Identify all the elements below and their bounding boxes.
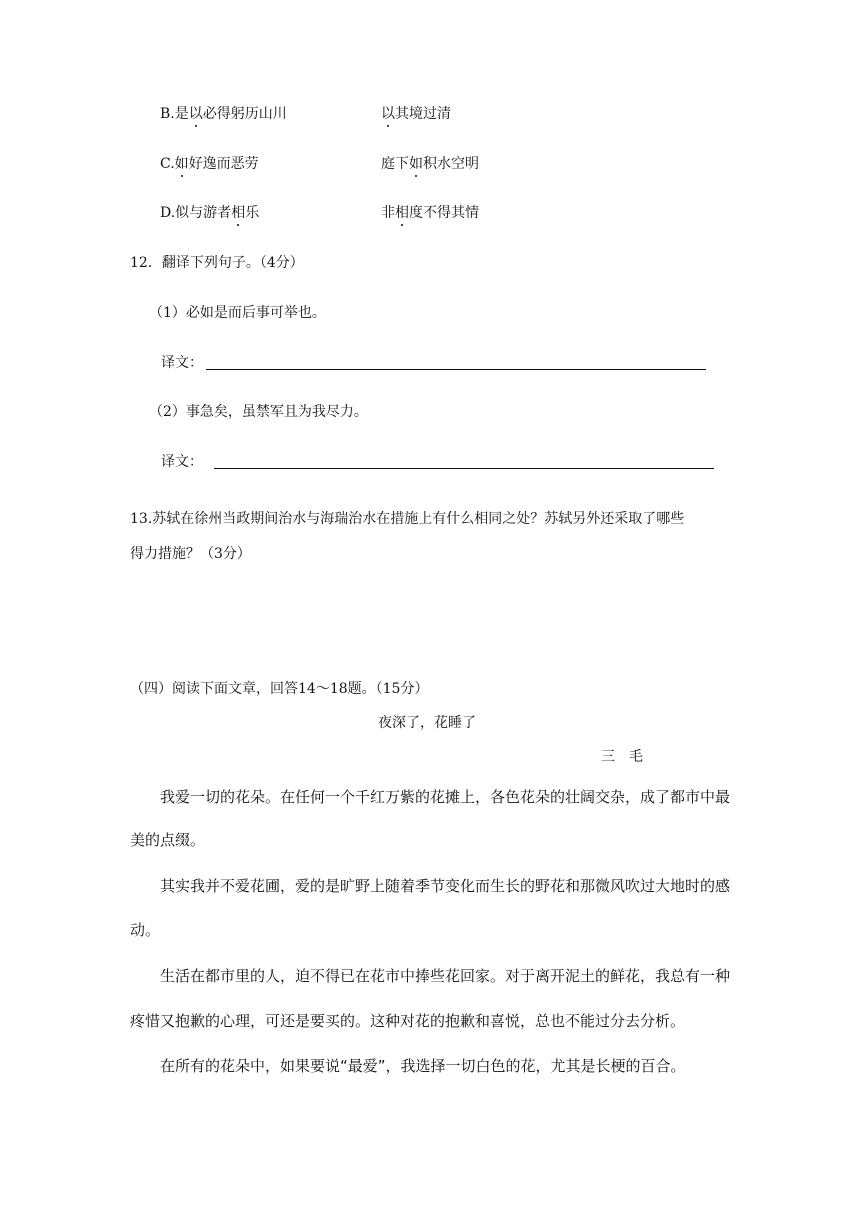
q12-answer2-label: 译文： <box>161 454 203 470</box>
q12-answer2-blank[interactable] <box>214 468 714 469</box>
passage-p1-line1: 我爱一切的花朵。在任何一个千红万紫的花摊上，各色花朵的壮阔交杂，成了都市中最 <box>160 788 731 806</box>
q12-title: 12．翻译下列句子。（4分） <box>130 255 304 271</box>
q12-answer1-blank[interactable] <box>206 369 706 370</box>
option-b-right-post: 其境过清 <box>395 106 451 122</box>
option-c-right-pre: 庭下 <box>381 156 409 172</box>
option-c-left-emph: 如 <box>174 156 189 172</box>
option-b-right <box>381 105 451 123</box>
option-c-left-pre: C. <box>160 156 175 172</box>
passage-p3-line2: 疼惜又抱歉的心理，可还是要买的。这种对花的抱歉和喜悦，总也不能过分去分析。 <box>130 1012 686 1030</box>
passage-p2-line2: 动。 <box>130 921 161 939</box>
passage-p1-line2: 美的点缀。 <box>130 831 206 849</box>
option-d-left-post: 乐 <box>245 205 260 221</box>
article-title: 夜深了，花睡了 <box>378 715 476 731</box>
section4-heading: （四）阅读下面文章，回答14～18题。（15分） <box>130 681 429 697</box>
option-b-left-emph: 以 <box>188 106 203 122</box>
option-d-left-emph: 相 <box>231 205 246 221</box>
option-c-left <box>160 155 259 173</box>
option-d-left <box>160 204 259 222</box>
option-b-left-post: 必得躬历山川 <box>202 106 287 122</box>
option-d-right-pre: 非 <box>381 205 395 221</box>
option-c-left-post: 好逸而恶劳 <box>188 156 259 172</box>
q12-item2: （2）事急矣，虽禁军且为我尽力。 <box>149 404 368 420</box>
option-c-right-emph: 如 <box>409 156 423 172</box>
q13-line1: 13.苏轼在徐州当政期间治水与海瑞治水在措施上有什么相同之处？苏轼另外还采取了哪些 <box>130 511 685 527</box>
option-b-left-pre: B.是 <box>160 106 189 122</box>
passage-p2-line1: 其实我并不爱花圃，爱的是旷野上随着季节变化而生长的野花和那微风吹过大地时的感 <box>160 877 731 895</box>
option-c-right-post: 积水空明 <box>423 156 479 172</box>
option-b-right-emph: 以 <box>381 106 395 122</box>
q12-answer1-label: 译文： <box>161 355 203 371</box>
option-c-right <box>381 155 479 173</box>
article-author: 三 毛 <box>601 749 643 765</box>
option-d-right-post: 度不得其情 <box>409 205 479 221</box>
option-b-left <box>160 105 287 123</box>
option-d-left-pre: D.似与游者 <box>160 205 232 221</box>
passage-p4-line1: 在所有的花朵中，如果要说“最爱”，我选择一切白色的花，尤其是长梗的百合。 <box>160 1057 686 1075</box>
option-d-right-emph: 相 <box>395 205 409 221</box>
q13-line2: 得力措施？（3分） <box>130 546 251 562</box>
option-d-right <box>381 204 479 222</box>
passage-p3-line1: 生活在都市里的人，迫不得已在花市中捧些花回家。对于离开泥土的鲜花，我总有一种 <box>160 967 731 985</box>
q12-item1: （1）必如是而后事可举也。 <box>149 305 326 321</box>
